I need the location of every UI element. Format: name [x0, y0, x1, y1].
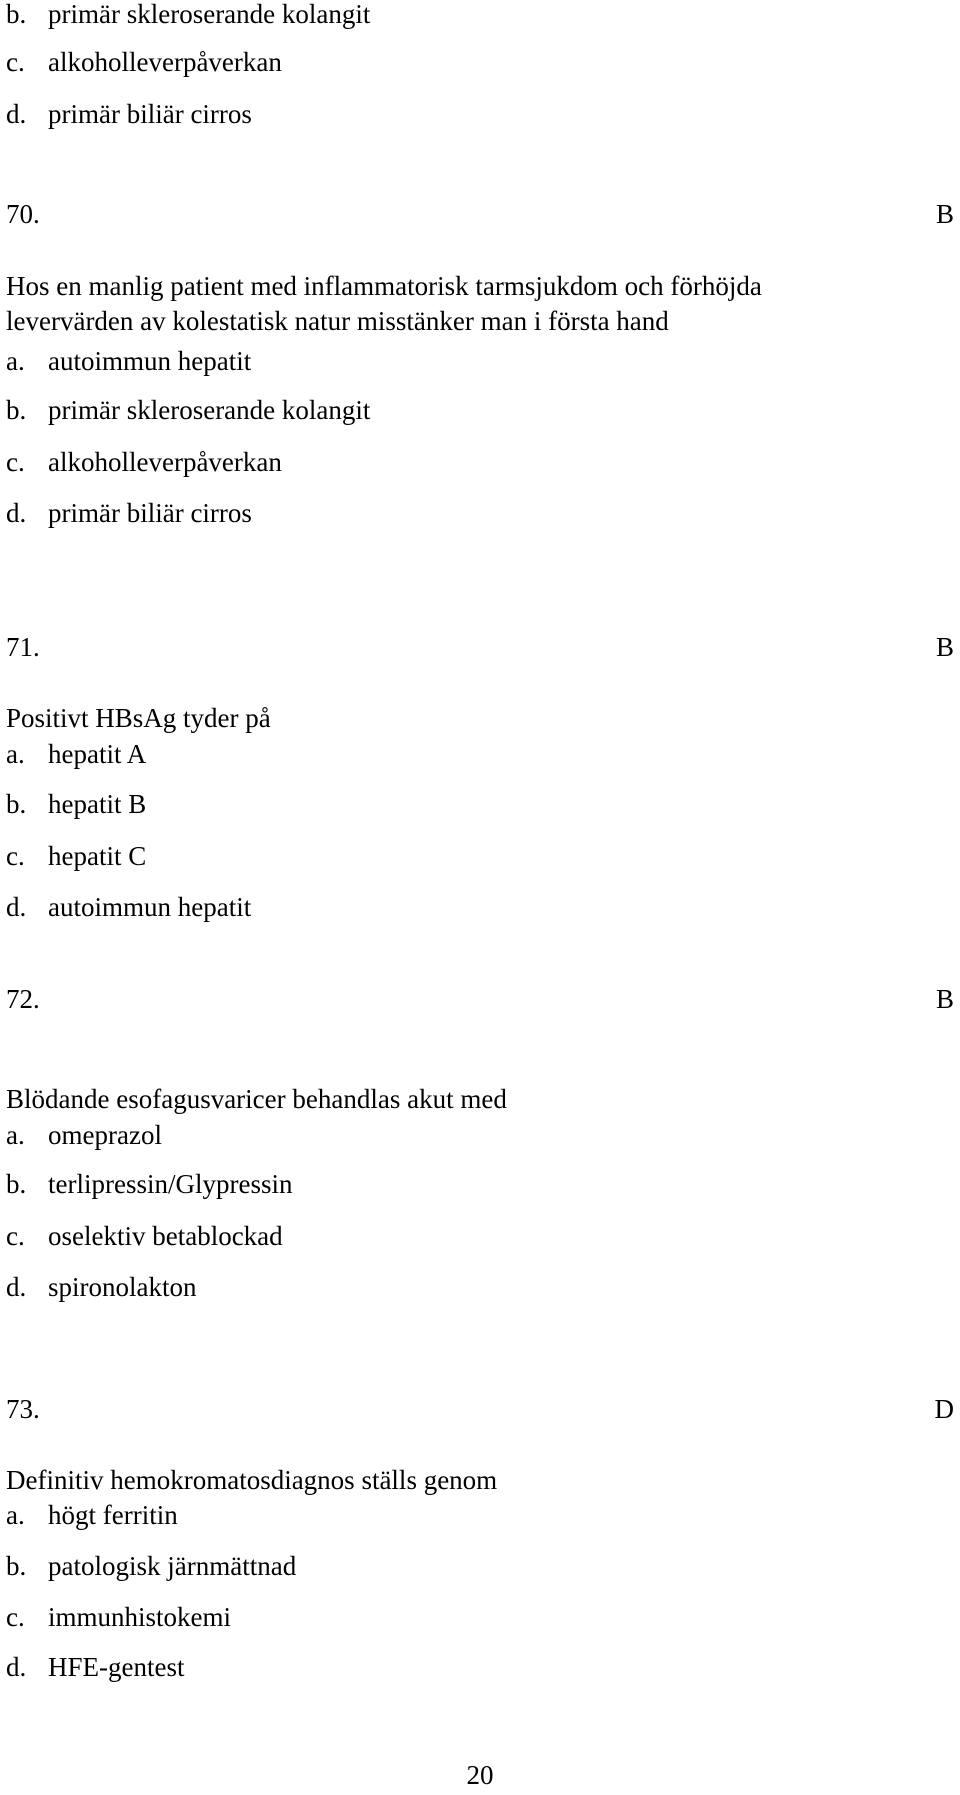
option-text: oselektiv betablockad — [48, 1221, 283, 1251]
option-text: immunhistokemi — [48, 1602, 232, 1632]
option-text: alkoholleverpåverkan — [48, 47, 282, 77]
option-text: omeprazol — [48, 1120, 162, 1150]
option-text: spironolakton — [48, 1272, 197, 1302]
option-letter: a. — [6, 1120, 25, 1150]
question-text: levervärden av kolestatisk natur misstänker man i första hand — [6, 306, 669, 336]
option-letter: b. — [6, 1551, 27, 1581]
question-text: Blödande esofagusvaricer behandlas akut med — [6, 1084, 507, 1114]
question-text: Hos en manlig patient med inflammatorisk tarmsjukdom och förhöjda — [6, 271, 762, 301]
option-letter: b. — [6, 0, 27, 29]
option-d — [6, 1651, 184, 1683]
option-letter: a. — [6, 739, 25, 769]
option-letter: d. — [6, 498, 27, 528]
option-letter: a. — [6, 346, 25, 376]
option-c — [6, 1601, 231, 1633]
answer-key: D — [934, 1394, 954, 1424]
option-letter: d. — [6, 99, 27, 129]
question-number: 71. — [6, 632, 40, 662]
option-letter: c. — [6, 841, 25, 871]
option-d — [6, 1271, 197, 1303]
option-letter: b. — [6, 1169, 27, 1199]
option-c-continued — [6, 46, 282, 78]
option-text: primär biliär cirros — [48, 99, 252, 129]
option-text: alkoholleverpåverkan — [48, 447, 282, 477]
option-letter: c. — [6, 447, 25, 477]
question-number: 72. — [6, 984, 40, 1014]
option-letter: b. — [6, 789, 27, 819]
option-letter: c. — [6, 1221, 25, 1251]
option-c — [6, 840, 146, 872]
page-number: 20 — [466, 1760, 494, 1790]
option-text: högt ferritin — [48, 1500, 178, 1530]
option-text: primär skleroserande kolangit — [48, 0, 371, 29]
option-b — [6, 788, 146, 820]
option-a — [6, 1499, 178, 1531]
option-b — [6, 1550, 296, 1582]
option-text: hepatit C — [48, 841, 147, 871]
option-d — [6, 497, 252, 529]
option-text: hepatit B — [48, 789, 147, 819]
question-text: Definitiv hemokromatosdiagnos ställs genom — [6, 1465, 498, 1495]
option-letter: c. — [6, 47, 25, 77]
question-number: 70. — [6, 199, 40, 229]
option-text: primär skleroserande kolangit — [48, 395, 371, 425]
option-letter: c. — [6, 1602, 25, 1632]
option-text: HFE-gentest — [48, 1652, 185, 1682]
option-a — [6, 345, 251, 377]
question-number: 73. — [6, 1394, 40, 1424]
option-letter: b. — [6, 395, 27, 425]
option-a — [6, 1119, 162, 1151]
option-text: terlipressin/Glypressin — [48, 1169, 293, 1199]
option-b — [6, 1168, 292, 1200]
option-letter: d. — [6, 1272, 27, 1302]
option-text: patologisk järnmättnad — [48, 1551, 297, 1581]
option-b-continued — [6, 0, 370, 30]
option-d — [6, 891, 251, 923]
question-text: Positivt HBsAg tyder på — [6, 703, 271, 733]
option-c — [6, 446, 282, 478]
answer-key: B — [935, 199, 954, 229]
option-text: autoimmun hepatit — [48, 346, 252, 376]
option-letter: d. — [6, 1652, 27, 1682]
option-b — [6, 394, 370, 426]
option-text: primär biliär cirros — [48, 498, 252, 528]
answer-key: B — [935, 984, 954, 1014]
option-text: hepatit A — [48, 739, 147, 769]
option-d-continued — [6, 98, 252, 130]
answer-key: B — [935, 632, 954, 662]
option-letter: a. — [6, 1500, 25, 1530]
option-text: autoimmun hepatit — [48, 892, 252, 922]
option-a — [6, 738, 146, 770]
option-letter: d. — [6, 892, 27, 922]
option-c — [6, 1220, 283, 1252]
